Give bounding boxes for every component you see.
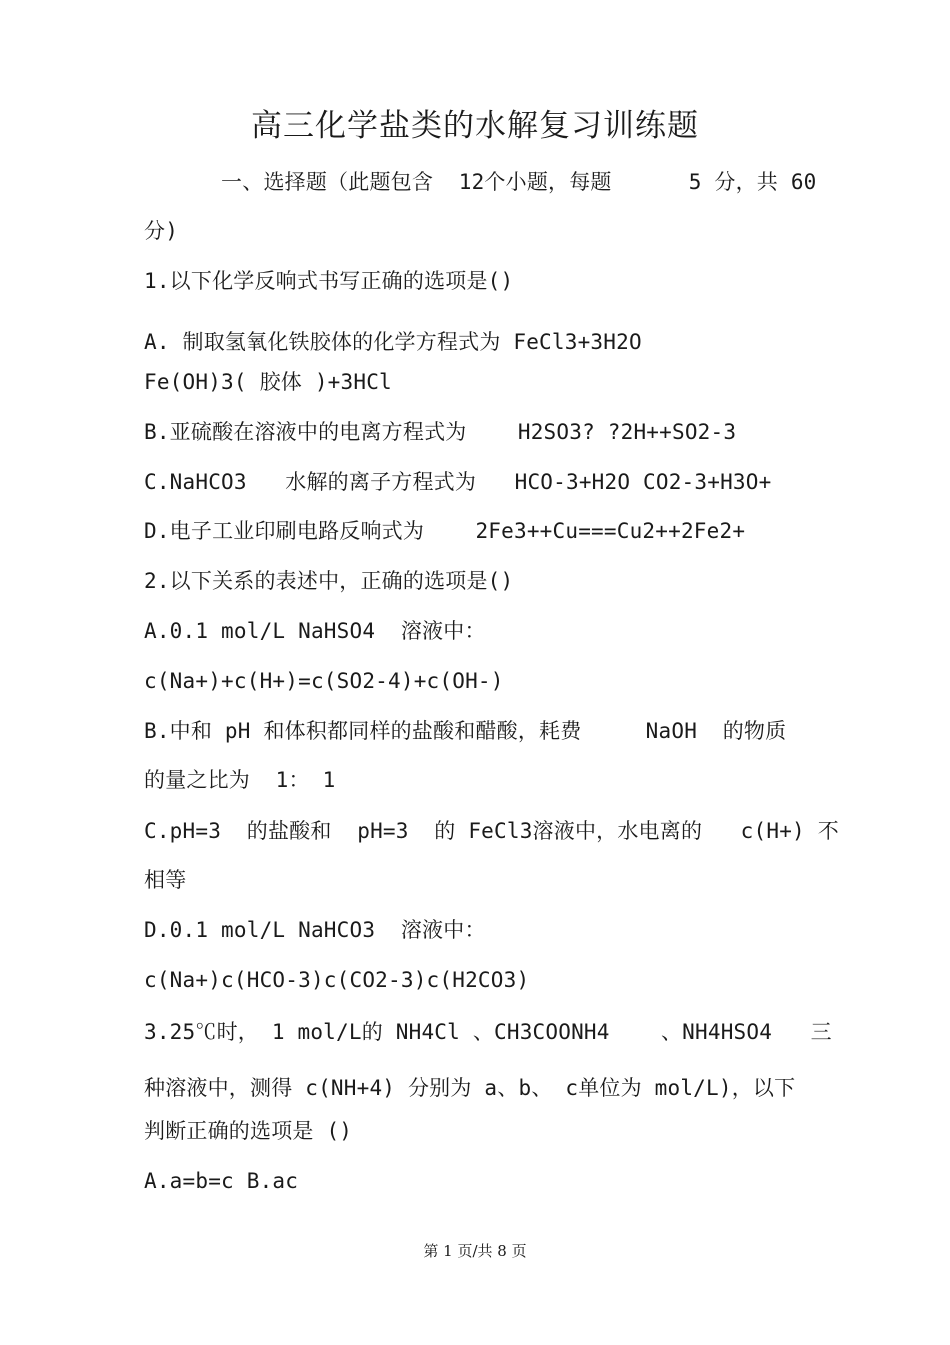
question-1-option-a: A. 制取氢氧化铁胶体的化学方程式为 FeCl3+3H2O [144, 330, 642, 354]
question-2-option-d: D.0.1 mol/L NaHCO3 溶液中： [144, 918, 486, 942]
question-2-option-a: A.0.1 mol/L NaHSO4 溶液中： [144, 619, 486, 643]
question-1-stem: 1.以下化学反响式书写正确的选项是() [144, 269, 514, 293]
question-3-options: A.a=b=c B.ac [144, 1169, 299, 1193]
text-line: c(Na+)c(HCO-3)c(CO2-3)c(H2CO3) [144, 968, 530, 992]
text-line-section-heading: 一、选择题（此题包含 12个小题，每题 5 分，共 60 [144, 170, 817, 194]
question-2-option-c: C.pH=3 的盐酸和 pH=3 的 FeCl3溶液中，水电离的 c(H+) 不 [144, 819, 839, 843]
text-line: 分) [144, 219, 179, 243]
question-2-stem: 2.以下关系的表述中，正确的选项是() [144, 569, 514, 593]
document-title: 高三化学盐类的水解复习训练题 [251, 108, 699, 144]
page-number: 第 1 页/共 8 页 [423, 1242, 527, 1260]
text-line: c(Na+)+c(H+)=c(SO2-4)+c(OH-) [144, 669, 504, 693]
question-2-option-b: B.中和 pH 和体积都同样的盐酸和醋酸，耗费 NaOH 的物质 [144, 719, 787, 743]
question-1-option-d: D.电子工业印刷电路反响式为 2Fe3++Cu===Cu2++2Fe2+ [144, 519, 746, 543]
question-3-stem: 3.25℃时， 1 mol/L的 NH4Cl 、CH3COONH4 、NH4HSO4 三 [144, 1020, 832, 1044]
text-line: Fe(OH)3( 胶体 )+3HCl [144, 370, 392, 394]
question-1-option-b: B.亚硫酸在溶液中的电离方程式为 H2SO3? ?2H++SO2-3 [144, 420, 737, 444]
text-line: 相等 [144, 868, 187, 892]
text-line: 种溶液中，测得 c(NH+4) 分别为 a、b、 c单位为 mol/L)，以下 [144, 1076, 796, 1100]
question-1-option-c: C.NaHCO3 水解的离子方程式为 HCO-3+H2O CO2-3+H3O+ [144, 470, 772, 494]
text-line: 的量之比为 1： 1 [144, 768, 336, 792]
text-line: 判断正确的选项是 () [144, 1119, 353, 1143]
